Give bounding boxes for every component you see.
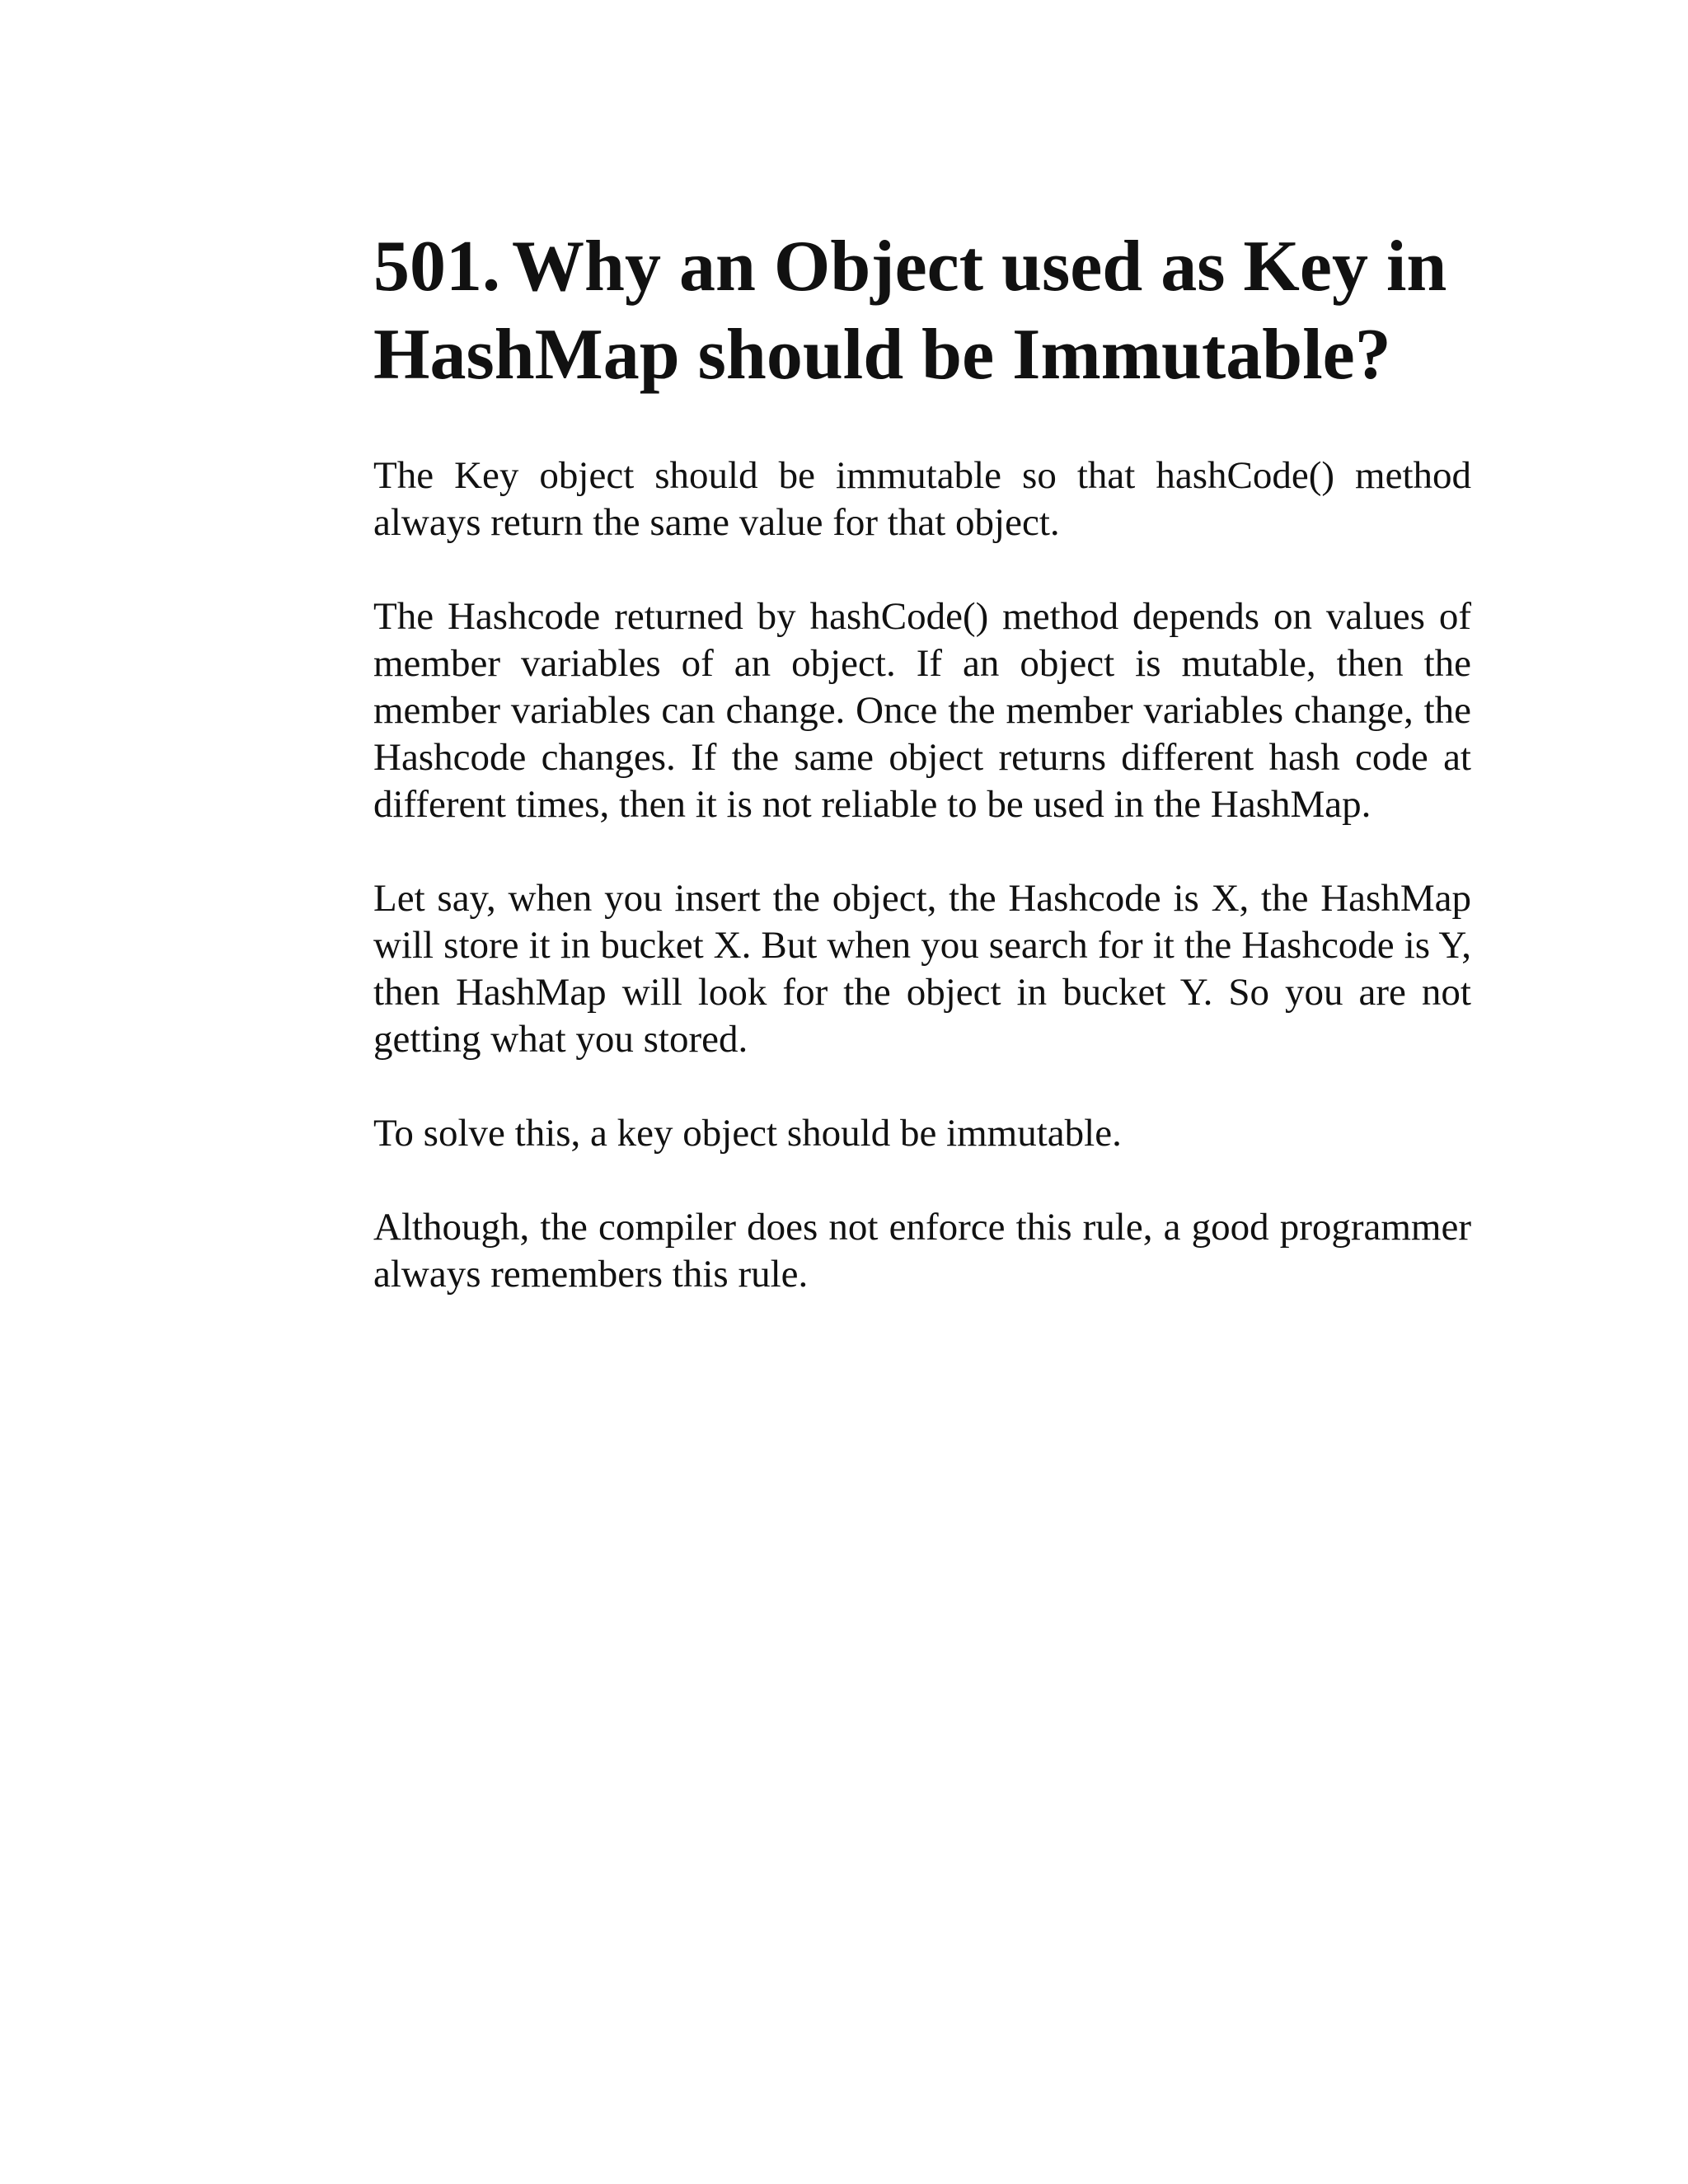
paragraph-hashcode-depends: The Hashcode returned by hashCode() method depends on values of member variables of an object. If an object is mutable, then the member variables can change. Once the member variables change, the Hashcode changes. If the same object returns different hash code at different times, then it is not reliable to be used in the HashMap. [373, 595, 1471, 826]
paragraph-rule-note: Although, the compiler does not enforce this rule, a good programmer always remembers this rule. [373, 1206, 1471, 1296]
paragraph-bucket-example: Let say, when you insert the object, the Hashcode is X, the HashMap will store it in bucket X. But when you search for it the Hashcode is Y, then HashMap will look for the object in bucket Y. So you are not getting what you stored. [373, 877, 1471, 1061]
question-number: 501. [373, 227, 500, 307]
page-content [373, 223, 1471, 1345]
question-title: Why an Object used as Key in HashMap should be Immutable? [373, 227, 1447, 395]
paragraph-solution: To solve this, a key object should be immutable. [373, 1112, 1122, 1155]
paragraph-immutable-key: The Key object should be immutable so that hashCode() method always return the same value for that object. [373, 454, 1471, 544]
question-heading [373, 223, 1471, 399]
